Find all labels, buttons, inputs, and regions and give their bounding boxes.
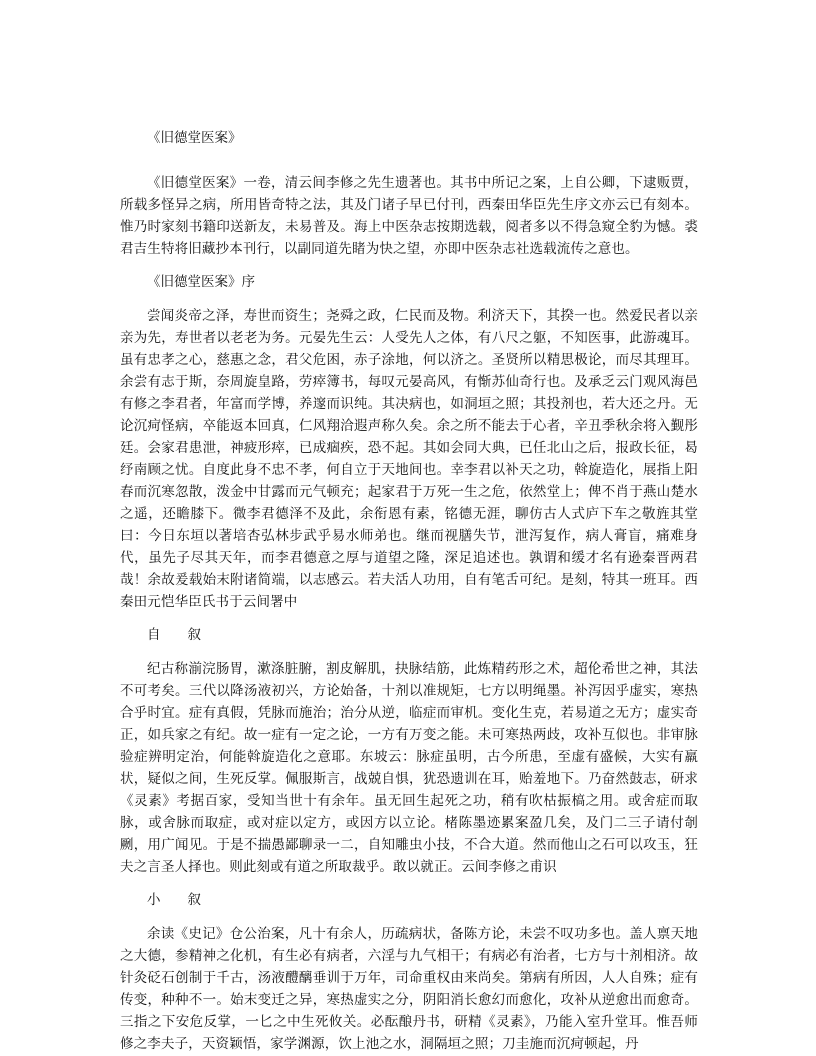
section-heading-preface: 《旧德堂医案》序 [147,274,255,290]
author-preface-paragraph: 纪古称湔浣肠胃，漱涤脏腑，割皮解肌，抉脉结筋，此炼精药形之术，超伦希世之神，其法不可考矣。三代以降汤液初兴，方论始备，十剂以准规矩，七方以明绳墨。补泻因乎虚实，寒热合乎时宜。症有真假，凭脉而施治；治分从逆，临症而审机。变化生克，若易道之无方；虚实奇正，如兵家之有纪。故一症有一定之论，一方有万变之能。未可寒热两歧，攻补互似也。非审脉验症辨明定治，何能斡旋造化之意耶。东坡云：脉症虽明，古今所患，至虚有盛候，大实有羸状，疑似之间，生死反掌。佩服斯言，战兢自惧，犹恐遗训在耳，贻羞地下。乃奋然鼓志，研求《灵素》考据百家，受知当世十有余年。虽无回生起死之功，稍有吹枯振槁之用。或舍症而取脉，或舍脉而取症，或对症以定方，或因方以立论。楮陈墨迹累案盈几矣，及门二三子请付剞劂，用广闻见。于是不揣愚鄙聊录一二，自知雕虫小技，不合大道。然而他山之石可以攻玉，狂夫之言圣人择也。则此刻或有道之所取裁乎。敢以就正。云间李修之甫识 [120,661,698,875]
section-heading-short-preface: 小 叙 [147,892,201,908]
short-preface-paragraph: 余读《史记》仓公治案，凡十有余人，历疏病状，备陈方论，未尝不叹功多也。盖人禀天地之大德，参精神之化机，有生必有病者，六淫与九气相干；有病必有治者，七方与十剂相济。故针灸砭石创制于千古，汤液醴醨垂训于万年，司命重权由来尚矣。第病有所因，人人自殊；症有传变，种种不一。始末变迁之异，寒热虚实之分，阴阳消长愈幻而愈化，攻补从逆愈出而愈奇。三指之下安危反掌，一匕之中生死攸关。必酝酿丹书，研精《灵素》，乃能入室升堂耳。惟吾师修之李夫子，天资颖悟，家学渊源，饮上池之水，洞隔垣之照；刀圭施而沉疴顿起，丹 [120,926,698,1052]
intro-paragraph: 《旧德堂医案》一卷，清云间李修之先生遗著也。其书中所记之案，上自公卿，下逮贩贾，所载多怪异之病，所用皆奇特之法，其及门诸子早已付刊，西秦田华臣先生序文亦云已有刻本。惟乃时家刻书籍印送新友，未易普及。海上中医杂志按期选载，阅者多以不得急窥全豹为憾。裘君吉生特将旧藏抄本刊行，以副同道先睹为快之望，亦即中医杂志社选载流传之意也。 [120,175,698,257]
section-heading-author-preface: 自 叙 [147,627,201,643]
preface-paragraph: 尝闻炎帝之泽，寿世而资生；尧舜之政，仁民而及物。利济天下，其揆一也。然爱民者以亲亲为先，寿世者以老老为务。元晏先生云：人受先人之体，有八尺之躯，不知医事，此游魂耳。虽有忠孝之心，慈惠之念，君父危困，赤子涂地，何以济之。圣贤所以精思极论，而尽其理耳。余尝有志于斯，奈周旋皇路，劳瘁簿书，每叹元晏高风，有惭苏仙奇行也。及承乏云门观风海邑有修之李君者，年富而学博，养邃而识纯。其决病也，如洞垣之照；其投剂也，若大还之丹。无论沉疴怪病，卒能返本回真，仁风翔洽遐声称久矣。余之所不能去于心者，辛丑季秋余将入觐彤廷。会家君患泄，神疲形瘁，已成痼疾，恐不起。其如会同大典，已任北山之后，报政长征，曷纾南顾之忧。自度此身不忠不孝，何自立于天地间也。幸李君以补天之功，斡旋造化，展指上阳春而沉寒忽散，泼金中甘露而元气顿充；起家君于万死一生之危，依然堂上；俾不肖于燕山楚水之遥，还瞻膝下。微李君德泽不及此，余衔恩有素，铭德无涯，聊仿古人式庐下车之敬旌其堂曰：今日东垣以著培杏弘林步武乎易水师弟也。继而视膳失节，泄泻复作，病人膏盲，痛难身代，虽先子尽其天年，而李君德意之厚与道望之隆，深足追述也。孰谓和缓才名有逊秦晋两君哉！余故爰载始末附诸简端，以志感云。若夫活人功用，自有笔舌可纪。是刻，特其一班耳。西秦田元恺华臣氏书于云间署中 [120,308,698,610]
document-page [120,127,698,1055]
section-heading-jiude-tang-yian: 《旧德堂医案》 [147,130,242,146]
